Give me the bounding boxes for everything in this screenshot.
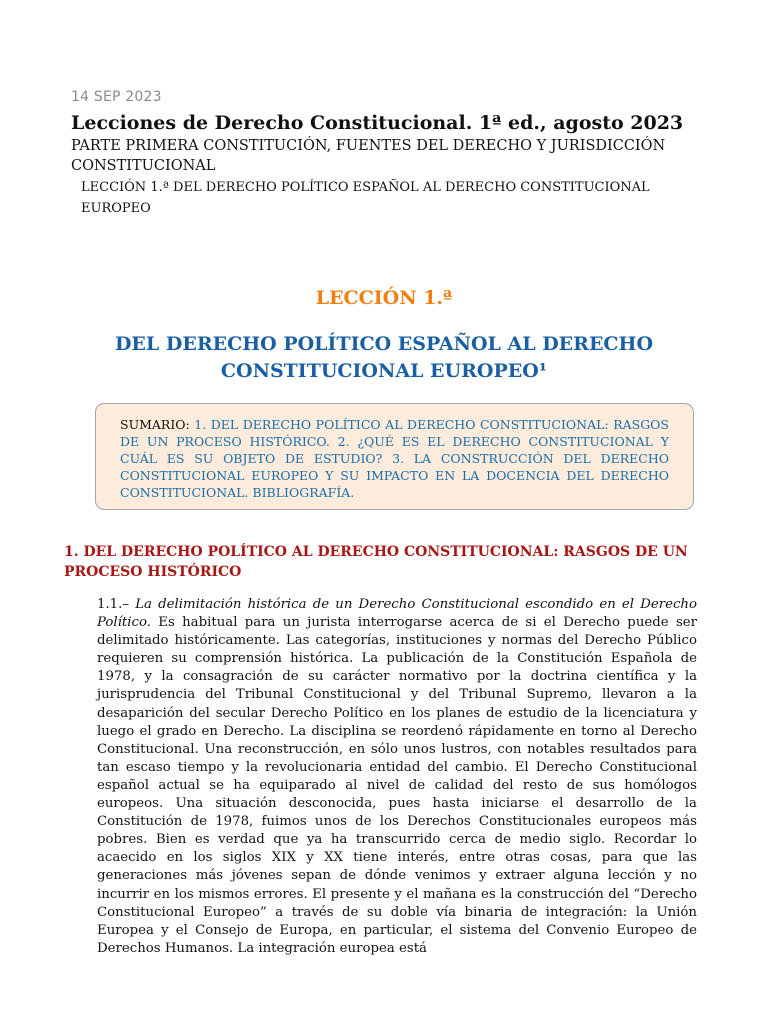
section-heading: 1. DEL DERECHO POLÍTICO AL DERECHO CONSTITUCIONAL: RASGOS DE UN PROCESO HISTÓRICO (64, 544, 688, 580)
lesson-title: DEL DERECHO POLÍTICO ESPAÑOL AL DERECHO CONSTITUCIONAL EUROPEO¹ (114, 333, 654, 382)
lesson-breadcrumb: LECCIÓN 1.ª DEL DERECHO POLÍTICO ESPAÑOL AL DERECHO CONSTITUCIONAL EUROPEO (81, 180, 650, 216)
paragraph-body: Es habitual para un jurista interrogarse acerca de si el Derecho puede ser delimitado históricamente. Las categorías, instituciones y normas del Derecho Público requieren su comprensión histórica. La publicación de la Constitución Española de 1978, y la consagración de su carácter normativo por la doctrina científica y la jurisprudencia del Tribunal Constitucional y del Tribunal Supremo, llevaron a la desaparición del secular Derecho Político en los planes de estudio de la licenciatura y luego el grado en Derecho. La disciplina se reordenó rápidamente en torno al Derecho Constitucional. Una reconstrucción, en sólo unos lustros, con notables resultados para tan escaso tiempo y la revolucionaria entidad del cambio. El Derecho Constitucional español actual se ha equiparado al nivel de calidad del resto de sus homólogos europeos. Una situación desconocida, pues hasta iniciarse el desarrollo de la Constitución de 1978, fuimos unos de los Derechos Constitucionales europeos más pobres. Bien es verdad que ya ha transcurrido cerca de medio siglo. Recordar lo acaecido en los siglos XIX y XX tiene interés, entre otras cosas, para que las generaciones más jóvenes sepan de dónde venimos y extraer alguna lección y no incurrir en los mismos errores. El presente y el mañana es la construcción del “Derecho Constitucional Europeo” a través de su doble vía binaria de integración: la Unión Europea y el Consejo de Europa, en particular, el sistema del Convenio Europeo de Derechos Humanos. La integración europea está (97, 615, 697, 956)
paragraph-number: 1.1.– (97, 597, 130, 612)
part-title: PARTE PRIMERA CONSTITUCIÓN, FUENTES DEL DERECHO Y JURISDICCIÓN CONSTITUCIONAL (71, 138, 666, 174)
lesson-number: LECCIÓN 1.ª (315, 287, 453, 309)
book-title: Lecciones de Derecho Constitucional. 1ª ed., agosto 2023 (71, 112, 684, 134)
summary-label: SUMARIO: (120, 417, 190, 432)
summary-box (95, 403, 694, 510)
paragraph-subtitle: La delimitación histórica de un Derecho Constitucional escondido en el Derecho Político. (97, 597, 697, 631)
publication-date: 14 SEP 2023 (71, 89, 162, 105)
body-paragraph (97, 596, 697, 958)
summary-contents: 1. DEL DERECHO POLÍTICO AL DERECHO CONSTITUCIONAL: RASGOS DE UN PROCESO HISTÓRICO. 2. ¿QUÉ ES EL DERECHO CONSTITUCIONAL Y CUÁL ES SU OBJETO DE ESTUDIO? 3. LA CONSTRUCCIÓN DEL DERECHO CONSTITUCIONAL EUROPEO Y SU IMPACTO EN LA DOCENCIA DEL DERECHO CONSTITUCIONAL. BIBLIOGRAFÍA. (120, 417, 669, 500)
